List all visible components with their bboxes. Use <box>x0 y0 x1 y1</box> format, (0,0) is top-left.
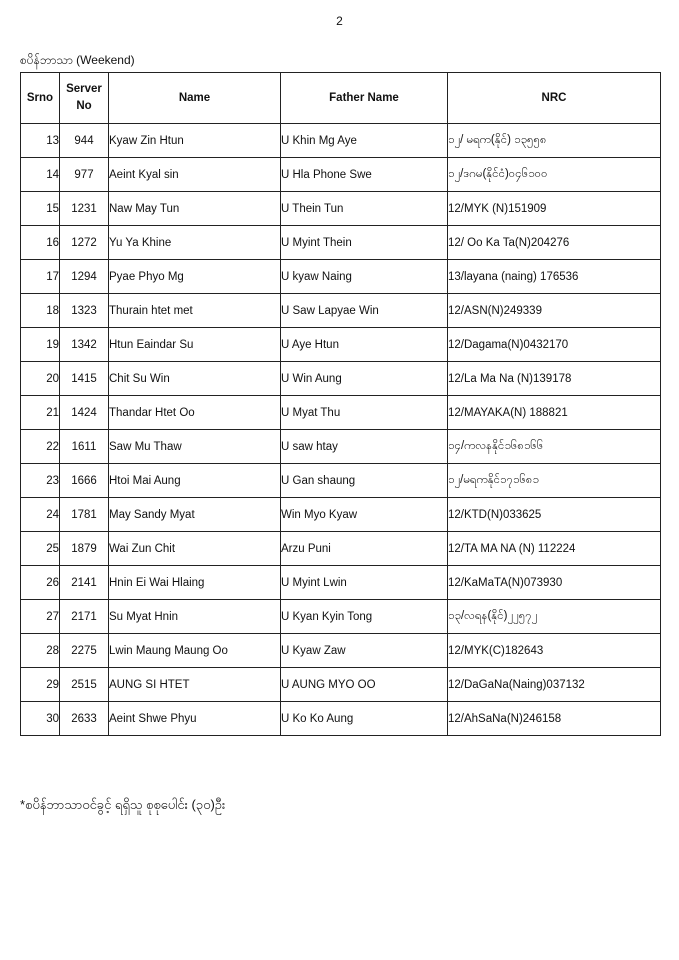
section-title: စပိန်ဘာသာ (Weekend) <box>20 53 135 67</box>
cell-name: May Sandy Myat <box>109 498 281 532</box>
cell-server-no: 1272 <box>60 226 109 260</box>
cell-srno: 14 <box>21 158 60 192</box>
cell-srno: 20 <box>21 362 60 396</box>
table-row <box>21 328 661 362</box>
cell-name: Htun Eaindar Su <box>109 328 281 362</box>
cell-father-name: U Ko Ko Aung <box>281 702 448 736</box>
cell-srno: 30 <box>21 702 60 736</box>
table-row <box>21 124 661 158</box>
cell-name: Chit Su Win <box>109 362 281 396</box>
cell-srno: 17 <box>21 260 60 294</box>
table-row <box>21 158 661 192</box>
cell-srno: 25 <box>21 532 60 566</box>
cell-nrc: 12/La Ma Na (N)139178 <box>448 362 661 396</box>
cell-father-name: U kyaw Naing <box>281 260 448 294</box>
cell-name: Naw May Tun <box>109 192 281 226</box>
cell-nrc: 12/MAYAKA(N) 188821 <box>448 396 661 430</box>
cell-srno: 19 <box>21 328 60 362</box>
cell-server-no: 1424 <box>60 396 109 430</box>
cell-name: Pyae Phyo Mg <box>109 260 281 294</box>
cell-server-no: 1231 <box>60 192 109 226</box>
cell-name: Thurain htet met <box>109 294 281 328</box>
cell-server-no: 977 <box>60 158 109 192</box>
cell-name: Yu Ya Khine <box>109 226 281 260</box>
cell-srno: 28 <box>21 634 60 668</box>
cell-nrc: ၁၄/ကလနနိုင်၁၆၈၁၆၆ <box>448 430 661 464</box>
table-row <box>21 226 661 260</box>
table-row <box>21 600 661 634</box>
cell-father-name: U Gan shaung <box>281 464 448 498</box>
cell-name: Lwin Maung Maung Oo <box>109 634 281 668</box>
cell-srno: 27 <box>21 600 60 634</box>
header-srno: Srno <box>21 73 60 124</box>
cell-nrc: 13/layana (naing) 176536 <box>448 260 661 294</box>
table-row <box>21 566 661 600</box>
cell-father-name: U Saw Lapyae Win <box>281 294 448 328</box>
cell-server-no: 1666 <box>60 464 109 498</box>
header-server-line1: Server <box>66 83 102 95</box>
cell-father-name: U Win Aung <box>281 362 448 396</box>
table-row <box>21 260 661 294</box>
cell-father-name: U Thein Tun <box>281 192 448 226</box>
cell-srno: 29 <box>21 668 60 702</box>
table-row <box>21 396 661 430</box>
table-row <box>21 668 661 702</box>
header-server-line2: No <box>76 100 92 112</box>
table-row <box>21 532 661 566</box>
cell-nrc: ၁၂/ဒဂမ(နိုင်ငံ)၀၄၆၁၀၀ <box>448 158 661 192</box>
table-row <box>21 294 661 328</box>
cell-name: AUNG SI HTET <box>109 668 281 702</box>
cell-srno: 15 <box>21 192 60 226</box>
cell-father-name: U Hla Phone Swe <box>281 158 448 192</box>
table-row <box>21 634 661 668</box>
cell-server-no: 1294 <box>60 260 109 294</box>
header-father-name: Father Name <box>281 73 448 124</box>
header-name: Name <box>109 73 281 124</box>
cell-father-name: U Kyaw Zaw <box>281 634 448 668</box>
cell-server-no: 2275 <box>60 634 109 668</box>
cell-name: Htoi Mai Aung <box>109 464 281 498</box>
cell-name: Aeint Shwe Phyu <box>109 702 281 736</box>
table-header-row <box>21 73 661 124</box>
cell-server-no: 2171 <box>60 600 109 634</box>
cell-srno: 26 <box>21 566 60 600</box>
cell-server-no: 1342 <box>60 328 109 362</box>
table-row <box>21 702 661 736</box>
cell-nrc: 12/MYK(C)182643 <box>448 634 661 668</box>
cell-server-no: 2633 <box>60 702 109 736</box>
cell-srno: 23 <box>21 464 60 498</box>
cell-name: Thandar Htet Oo <box>109 396 281 430</box>
cell-nrc: 12/Dagama(N)0432170 <box>448 328 661 362</box>
cell-nrc: 12/ Oo Ka Ta(N)204276 <box>448 226 661 260</box>
cell-nrc: ၁၂/ မရက(နိုင်) ၁၃၅၅၈ <box>448 124 661 158</box>
cell-server-no: 2515 <box>60 668 109 702</box>
cell-nrc: 12/DaGaNa(Naing)037132 <box>448 668 661 702</box>
header-nrc: NRC <box>448 73 661 124</box>
table-row <box>21 362 661 396</box>
cell-father-name: U Kyan Kyin Tong <box>281 600 448 634</box>
cell-name: Su Myat Hnin <box>109 600 281 634</box>
cell-nrc: 12/AhSaNa(N)246158 <box>448 702 661 736</box>
student-roster-table <box>20 72 661 736</box>
cell-server-no: 944 <box>60 124 109 158</box>
cell-nrc: 12/KTD(N)033625 <box>448 498 661 532</box>
cell-name: Wai Zun Chit <box>109 532 281 566</box>
cell-server-no: 1323 <box>60 294 109 328</box>
cell-name: Hnin Ei Wai Hlaing <box>109 566 281 600</box>
cell-nrc: 12/TA MA NA (N) 112224 <box>448 532 661 566</box>
cell-nrc: 12/MYK (N)151909 <box>448 192 661 226</box>
cell-srno: 18 <box>21 294 60 328</box>
cell-father-name: Win Myo Kyaw <box>281 498 448 532</box>
cell-srno: 24 <box>21 498 60 532</box>
cell-father-name: U Aye Htun <box>281 328 448 362</box>
cell-father-name: U saw htay <box>281 430 448 464</box>
cell-father-name: U Khin Mg Aye <box>281 124 448 158</box>
table-row <box>21 430 661 464</box>
cell-server-no: 1879 <box>60 532 109 566</box>
table-row <box>21 464 661 498</box>
cell-name: Kyaw Zin Htun <box>109 124 281 158</box>
cell-server-no: 2141 <box>60 566 109 600</box>
cell-father-name: U Myint Lwin <box>281 566 448 600</box>
table-body <box>21 124 661 736</box>
cell-name: Saw Mu Thaw <box>109 430 281 464</box>
cell-father-name: U AUNG MYO OO <box>281 668 448 702</box>
cell-server-no: 1611 <box>60 430 109 464</box>
header-server-no <box>60 73 109 124</box>
cell-father-name: U Myint Thein <box>281 226 448 260</box>
cell-name: Aeint Kyal sin <box>109 158 281 192</box>
cell-nrc: 12/ASN(N)249339 <box>448 294 661 328</box>
cell-father-name: U Myat Thu <box>281 396 448 430</box>
cell-srno: 22 <box>21 430 60 464</box>
cell-server-no: 1781 <box>60 498 109 532</box>
cell-nrc: 12/KaMaTA(N)073930 <box>448 566 661 600</box>
cell-srno: 21 <box>21 396 60 430</box>
table-row <box>21 498 661 532</box>
cell-srno: 16 <box>21 226 60 260</box>
cell-server-no: 1415 <box>60 362 109 396</box>
cell-father-name: Arzu Puni <box>281 532 448 566</box>
table-row <box>21 192 661 226</box>
footnote: *စပိန်ဘာသာဝင်ခွင့် ရရှိသူ စုစုပေါင်း (၃၀)ဦး <box>20 797 226 812</box>
cell-nrc: ၁၂/မရကနိုင်၁၇၁၆၈၁ <box>448 464 661 498</box>
cell-srno: 13 <box>21 124 60 158</box>
page-number: 2 <box>336 14 343 28</box>
cell-nrc: ၁၃/လရန(နိုင်)၂၂၅၇၂ <box>448 600 661 634</box>
